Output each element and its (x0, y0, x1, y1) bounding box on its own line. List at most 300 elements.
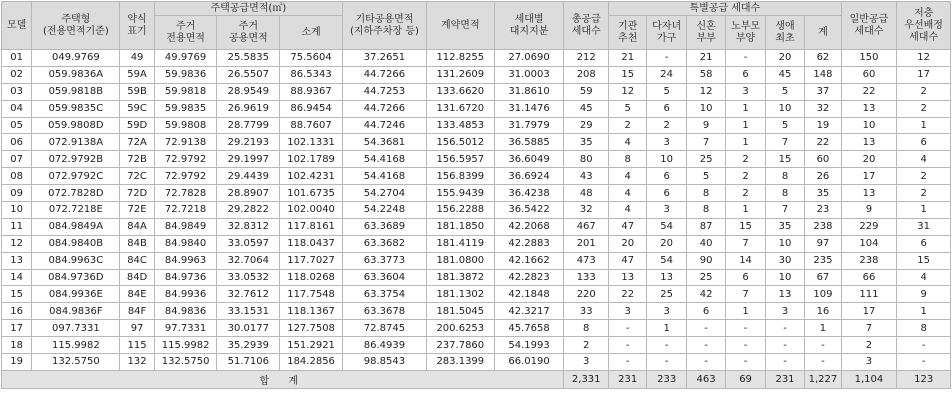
table-cell: 22 (841, 83, 897, 100)
table-cell: 072.7218E (32, 202, 120, 219)
table-cell: 37.2651 (342, 50, 426, 67)
table-cell: 42.3217 (494, 303, 564, 320)
table-cell: 31.7979 (494, 117, 564, 134)
table-cell: 06 (2, 134, 32, 151)
table-cell: 72E (120, 202, 154, 219)
table-cell: 5 (686, 168, 725, 185)
table-cell: 3 (647, 303, 686, 320)
table-cell: 118.1367 (280, 303, 343, 320)
col-model: 모델 (2, 2, 32, 50)
table-row (2, 83, 951, 100)
table-cell: 84.9936 (154, 286, 217, 303)
table-cell: 6 (647, 168, 686, 185)
table-row (2, 134, 951, 151)
table-cell: - (608, 320, 646, 337)
table-cell: 10 (2, 202, 32, 219)
table-cell: 59B (120, 83, 154, 100)
table-cell: 132.5750 (154, 354, 217, 371)
table-cell: 80 (564, 151, 609, 168)
col-subtotal: 소계 (280, 16, 343, 50)
table-cell: 6 (726, 66, 765, 83)
table-cell: 26 (805, 168, 841, 185)
table-cell: 07 (2, 151, 32, 168)
table-cell: 084.9849A (32, 218, 120, 235)
table-cell: 131.2609 (426, 66, 494, 83)
table-cell: 1 (726, 202, 765, 219)
table-cell: 115 (120, 337, 154, 354)
table-cell: 72.8745 (342, 320, 426, 337)
table-cell: 31.0003 (494, 66, 564, 83)
table-cell: 14 (2, 269, 32, 286)
table-cell: 35 (564, 134, 609, 151)
table-cell: 59 (564, 83, 609, 100)
table-cell: 31.8610 (494, 83, 564, 100)
table-cell: 37 (805, 83, 841, 100)
table-cell: 238 (805, 218, 841, 235)
table-cell: 059.9836A (32, 66, 120, 83)
table-cell: 43 (564, 168, 609, 185)
table-cell: 20 (608, 235, 646, 252)
col-common: 주거 공용면적 (217, 16, 280, 50)
table-cell: 8 (564, 320, 609, 337)
table-cell: 118.0268 (280, 269, 343, 286)
table-cell: 8 (686, 202, 725, 219)
table-cell: 3 (765, 303, 804, 320)
table-cell: 02 (2, 66, 32, 83)
table-cell: - (608, 354, 646, 371)
col-general: 일반공급 세대수 (841, 2, 897, 50)
table-cell: 238 (841, 252, 897, 269)
table-cell: 4 (608, 168, 646, 185)
table-cell: 20 (647, 235, 686, 252)
table-cell: 09 (2, 185, 32, 202)
table-cell: 86.4939 (342, 337, 426, 354)
table-cell: 12 (608, 83, 646, 100)
table-cell: - (647, 337, 686, 354)
table-cell: 42 (686, 286, 725, 303)
table-cell: 84C (120, 252, 154, 269)
table-cell: 10 (647, 151, 686, 168)
table-cell: 3 (841, 354, 897, 371)
table-cell: 04 (2, 100, 32, 117)
table-cell: 58 (686, 66, 725, 83)
table-cell: 072.9138A (32, 134, 120, 151)
table-cell: 67 (805, 269, 841, 286)
table-row (2, 202, 951, 219)
table-cell: 05 (2, 117, 32, 134)
table-cell: 60 (841, 66, 897, 83)
table-row (2, 269, 951, 286)
table-cell: 21 (608, 50, 646, 67)
table-cell: 156.5957 (426, 151, 494, 168)
table-cell: 6 (647, 100, 686, 117)
table-cell: 47 (608, 218, 646, 235)
table-cell: 15 (2, 286, 32, 303)
table-cell: 26.5507 (217, 66, 280, 83)
table-cell: 45 (564, 100, 609, 117)
table-cell: 54.2704 (342, 185, 426, 202)
table-cell: 33 (564, 303, 609, 320)
table-cell: 14 (726, 252, 765, 269)
table-row (2, 66, 951, 83)
table-cell: 54.2248 (342, 202, 426, 219)
table-cell: 72D (120, 185, 154, 202)
table-cell: 84.9836 (154, 303, 217, 320)
table-cell: 98.8543 (342, 354, 426, 371)
table-cell: 86.9454 (280, 100, 343, 117)
total-cell: 123 (897, 370, 951, 388)
table-cell: 12 (897, 50, 951, 67)
table-cell: 59.9818 (154, 83, 217, 100)
table-cell: 29.1997 (217, 151, 280, 168)
table-cell: 42.2823 (494, 269, 564, 286)
table-cell: 45.7658 (494, 320, 564, 337)
table-cell: - (686, 354, 725, 371)
table-cell: - (686, 337, 725, 354)
table-cell: 84E (120, 286, 154, 303)
table-cell: 72C (120, 168, 154, 185)
table-cell: 13 (841, 134, 897, 151)
table-cell: 7 (726, 286, 765, 303)
table-cell: 3 (608, 303, 646, 320)
table-cell: 181.0800 (426, 252, 494, 269)
table-cell: 1 (897, 117, 951, 134)
table-cell: 54.4168 (342, 151, 426, 168)
table-cell: 1 (726, 134, 765, 151)
table-cell: 84.9840 (154, 235, 217, 252)
table-row (2, 337, 951, 354)
table-cell: 8 (897, 320, 951, 337)
table-cell: 11 (2, 218, 32, 235)
total-cell: 1,227 (805, 370, 841, 388)
table-cell: - (765, 320, 804, 337)
table-cell: 97.7331 (154, 320, 217, 337)
table-cell: 155.9439 (426, 185, 494, 202)
table-cell: 201 (564, 235, 609, 252)
table-cell: 473 (564, 252, 609, 269)
table-cell: 8 (765, 185, 804, 202)
table-cell: 22 (608, 286, 646, 303)
table-cell: 29.2822 (217, 202, 280, 219)
table-cell: 54.4168 (342, 168, 426, 185)
table-cell: 2 (726, 168, 765, 185)
table-cell: 059.9808D (32, 117, 120, 134)
table-cell: 12 (686, 83, 725, 100)
total-cell: 463 (686, 370, 725, 388)
table-cell: 133.6620 (426, 83, 494, 100)
col-land-share: 세대별 대지지분 (494, 2, 564, 50)
table-cell: - (726, 320, 765, 337)
table-cell: 3 (726, 83, 765, 100)
table-cell: 42.1848 (494, 286, 564, 303)
table-cell: 84B (120, 235, 154, 252)
table-cell: 44.7266 (342, 100, 426, 117)
table-cell: 86.5343 (280, 66, 343, 83)
table-cell: 44.7246 (342, 117, 426, 134)
table-cell: 72A (120, 134, 154, 151)
table-row (2, 235, 951, 252)
table-cell: 30 (765, 252, 804, 269)
table-cell: 6 (726, 269, 765, 286)
table-cell: 181.1302 (426, 286, 494, 303)
table-cell: 059.9818B (32, 83, 120, 100)
table-cell: 49 (120, 50, 154, 67)
total-cell: 2,331 (564, 370, 609, 388)
table-cell: 181.1850 (426, 218, 494, 235)
table-cell: 3 (647, 202, 686, 219)
table-cell: 102.4231 (280, 168, 343, 185)
table-cell: 2 (608, 117, 646, 134)
table-cell: 31.1476 (494, 100, 564, 117)
table-cell: 28.9549 (217, 83, 280, 100)
table-cell: 7 (765, 134, 804, 151)
table-cell: 32.7612 (217, 286, 280, 303)
table-cell: 072.9792C (32, 168, 120, 185)
table-cell: 208 (564, 66, 609, 83)
table-cell: 44.7253 (342, 83, 426, 100)
total-cell: 233 (647, 370, 686, 388)
table-cell: 8 (686, 185, 725, 202)
table-cell: 16 (805, 303, 841, 320)
table-cell: 60 (805, 151, 841, 168)
table-cell: 08 (2, 168, 32, 185)
table-cell: 72.9792 (154, 151, 217, 168)
table-cell: 156.5012 (426, 134, 494, 151)
total-cell: 69 (726, 370, 765, 388)
table-cell: 17 (841, 303, 897, 320)
table-cell: 15 (726, 218, 765, 235)
table-cell: 33.1531 (217, 303, 280, 320)
table-cell: - (765, 354, 804, 371)
table-cell: 48 (564, 185, 609, 202)
table-cell: 1 (726, 100, 765, 117)
table-cell: 13 (765, 286, 804, 303)
table-cell: 104 (841, 235, 897, 252)
table-cell: 4 (608, 134, 646, 151)
table-cell: 109 (805, 286, 841, 303)
supply-table (1, 1, 951, 389)
table-cell: 084.9736D (32, 269, 120, 286)
table-cell: 9 (897, 286, 951, 303)
table-cell: 72.7218 (154, 202, 217, 219)
table-cell: 133 (564, 269, 609, 286)
table-cell: 19 (2, 354, 32, 371)
table-cell: 133.4853 (426, 117, 494, 134)
table-cell: 59.9835 (154, 100, 217, 117)
table-cell: 25 (647, 286, 686, 303)
table-cell: 229 (841, 218, 897, 235)
table-cell: 148 (805, 66, 841, 83)
table-cell: 156.2288 (426, 202, 494, 219)
table-cell: 084.9963C (32, 252, 120, 269)
table-cell: 127.7508 (280, 320, 343, 337)
table-cell: 63.3689 (342, 218, 426, 235)
table-cell: 97 (120, 320, 154, 337)
table-cell: 18 (2, 337, 32, 354)
col-multi-child: 다자녀 가구 (647, 16, 686, 50)
table-row (2, 354, 951, 371)
table-cell: 084.9840B (32, 235, 120, 252)
table-cell: 24 (647, 66, 686, 83)
table-cell: 44.7266 (342, 66, 426, 83)
table-cell: 40 (686, 235, 725, 252)
table-row (2, 303, 951, 320)
table-cell: 72.7828 (154, 185, 217, 202)
table-cell: 97 (805, 235, 841, 252)
table-cell: 132 (120, 354, 154, 371)
table-cell: 84D (120, 269, 154, 286)
table-cell: 6 (686, 303, 725, 320)
col-special: 특별공급 세대수 (608, 2, 841, 16)
table-cell: 35.2939 (217, 337, 280, 354)
table-cell: 049.9769 (32, 50, 120, 67)
table-cell: 6 (647, 185, 686, 202)
table-cell: 59C (120, 100, 154, 117)
table-cell: 59A (120, 66, 154, 83)
table-cell: 27.0690 (494, 50, 564, 67)
table-cell: 84.9736 (154, 269, 217, 286)
table-row (2, 117, 951, 134)
table-cell: 23 (805, 202, 841, 219)
table-cell: 51.7106 (217, 354, 280, 371)
table-header (2, 2, 951, 50)
table-cell: 111 (841, 286, 897, 303)
table-cell: 220 (564, 286, 609, 303)
table-cell: 2 (726, 151, 765, 168)
table-cell: 25.5835 (217, 50, 280, 67)
table-cell: 4 (897, 151, 951, 168)
table-cell: 63.3773 (342, 252, 426, 269)
total-row (2, 370, 951, 388)
table-cell: 90 (686, 252, 725, 269)
table-cell: - (765, 337, 804, 354)
table-cell: 32.7064 (217, 252, 280, 269)
table-cell: 63.3604 (342, 269, 426, 286)
table-cell: 17 (897, 66, 951, 83)
table-cell: 12 (2, 235, 32, 252)
table-cell: 13 (841, 100, 897, 117)
table-cell: 131.6720 (426, 100, 494, 117)
table-cell: 7 (765, 202, 804, 219)
table-cell: 181.3872 (426, 269, 494, 286)
table-cell: - (647, 50, 686, 67)
table-cell: 8 (765, 168, 804, 185)
table-cell: 35 (805, 185, 841, 202)
table-cell: 4 (608, 185, 646, 202)
table-cell: 31 (897, 218, 951, 235)
table-cell: - (726, 337, 765, 354)
table-cell: 151.2921 (280, 337, 343, 354)
table-cell: 1 (897, 202, 951, 219)
table-cell: 59.9836 (154, 66, 217, 83)
table-cell: 33.0597 (217, 235, 280, 252)
table-cell: 32 (564, 202, 609, 219)
table-cell: 87 (686, 218, 725, 235)
col-house-type: 주택형 (전용면적기준) (32, 2, 120, 50)
table-cell: - (897, 337, 951, 354)
col-low-floor: 저층 우선배정 세대수 (897, 2, 951, 50)
table-cell: 36.6924 (494, 168, 564, 185)
table-cell: 2 (897, 168, 951, 185)
table-cell: 5 (765, 83, 804, 100)
table-cell: 45 (765, 66, 804, 83)
table-cell: 66.0190 (494, 354, 564, 371)
table-cell: 237.7860 (426, 337, 494, 354)
table-cell: 181.5045 (426, 303, 494, 320)
table-cell: 17 (2, 320, 32, 337)
col-institution: 기관 추천 (608, 16, 646, 50)
table-cell: 072.9792B (32, 151, 120, 168)
table-row (2, 151, 951, 168)
table-cell: 47 (608, 252, 646, 269)
table-cell: 54.1993 (494, 337, 564, 354)
table-cell: 3 (564, 354, 609, 371)
table-cell: 49.9769 (154, 50, 217, 67)
table-cell: - (897, 354, 951, 371)
table-cell: 42.2068 (494, 218, 564, 235)
table-cell: 16 (2, 303, 32, 320)
table-cell: 54.3681 (342, 134, 426, 151)
table-cell: 84.9849 (154, 218, 217, 235)
col-sum: 계 (805, 16, 841, 50)
table-cell: 115.9982 (154, 337, 217, 354)
table-cell: 10 (765, 269, 804, 286)
table-cell: 72.9138 (154, 134, 217, 151)
table-cell: 084.9936E (32, 286, 120, 303)
table-cell: 15 (765, 151, 804, 168)
col-total-units: 총공급 세대수 (564, 2, 609, 50)
table-cell: 9 (686, 117, 725, 134)
table-cell: 10 (686, 100, 725, 117)
table-cell: 59.9808 (154, 117, 217, 134)
table-cell: 13 (2, 252, 32, 269)
table-cell: 63.3754 (342, 286, 426, 303)
table-cell: 84F (120, 303, 154, 320)
table-cell: - (726, 354, 765, 371)
table-cell: 59D (120, 117, 154, 134)
table-cell: 88.7607 (280, 117, 343, 134)
table-cell: 10 (841, 117, 897, 134)
table-cell: 72B (120, 151, 154, 168)
table-cell: 097.7331 (32, 320, 120, 337)
total-cell: 1,104 (841, 370, 897, 388)
table-cell: 63.3678 (342, 303, 426, 320)
table-cell: 467 (564, 218, 609, 235)
total-label: 합 계 (2, 370, 564, 388)
table-cell: 7 (686, 134, 725, 151)
table-cell: 2 (841, 337, 897, 354)
table-cell: 212 (564, 50, 609, 67)
table-row (2, 218, 951, 235)
table-cell: 17 (841, 168, 897, 185)
table-cell: 28.7799 (217, 117, 280, 134)
table-cell: 184.2856 (280, 354, 343, 371)
table-cell: 32 (805, 100, 841, 117)
table-row (2, 252, 951, 269)
table-cell: 42.2883 (494, 235, 564, 252)
table-cell: - (647, 354, 686, 371)
table-cell: 1 (805, 320, 841, 337)
table-cell: 102.1789 (280, 151, 343, 168)
col-supply-area: 주택공급면적(㎡) (154, 2, 342, 16)
table-cell: 072.7828D (32, 185, 120, 202)
table-cell: - (608, 337, 646, 354)
table-row (2, 185, 951, 202)
table-cell: 102.1331 (280, 134, 343, 151)
col-abbrev: 약식 표기 (120, 2, 154, 50)
table-cell: 13 (647, 269, 686, 286)
table-cell: - (726, 50, 765, 67)
